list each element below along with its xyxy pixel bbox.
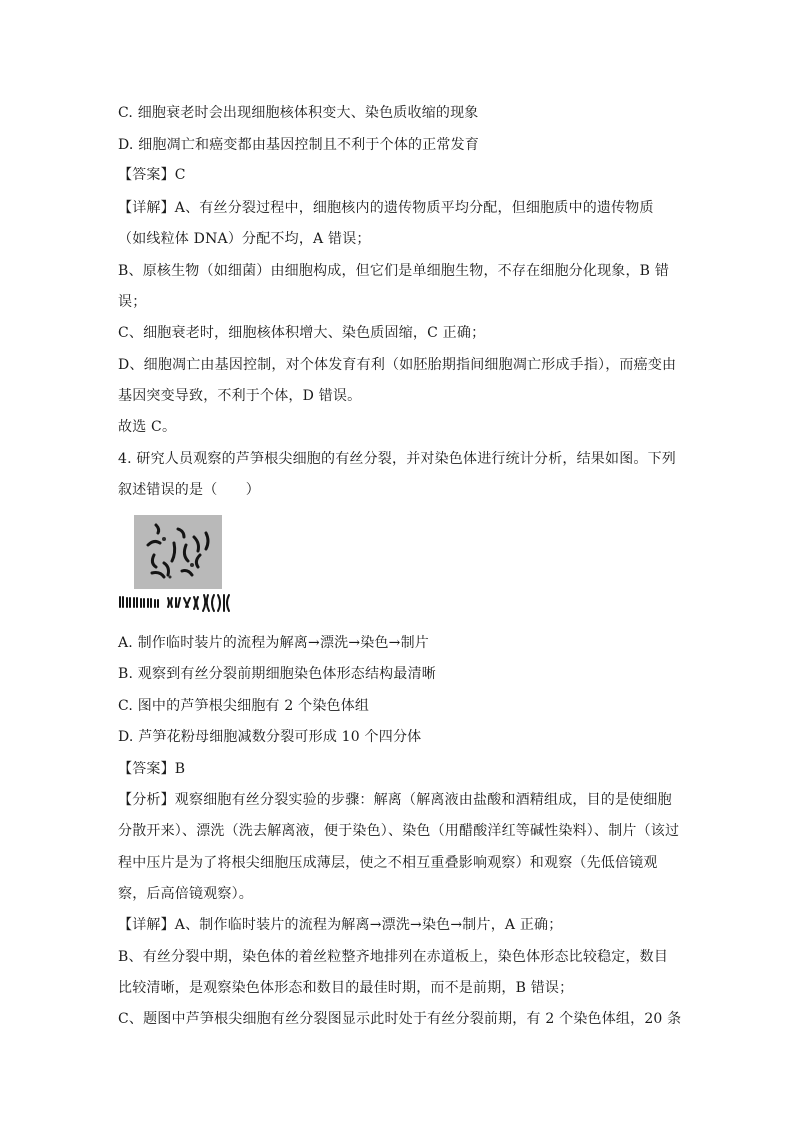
option-d: D. 芦笋花粉母细胞减数分裂可形成 10 个四分体 [118, 729, 422, 745]
chromosome-drawing [134, 515, 222, 589]
explanation-line: B、有丝分裂中期，染色体的着丝粒整齐地排列在赤道板上，染色体形态比较稳定，数目 [118, 949, 669, 965]
option-c: C. 图中的芦笋根尖细胞有 2 个染色体组 [118, 698, 370, 714]
option-d: D. 细胞凋亡和癌变都由基因控制且不利于个体的正常发育 [118, 137, 480, 153]
explanation-line: 【详解】A、制作临时装片的流程为解离→漂洗→染色→制片，A 正确； [118, 917, 563, 933]
explanation-line: 基因突变导致，不利于个体，D 错误。 [118, 388, 362, 404]
explanation-line: 比较清晰，是观察染色体形态和数目的最佳时期，而不是前期，B 错误； [118, 980, 574, 996]
explanation-line: C、题图中芦笋根尖细胞有丝分裂图显示此时处于有丝分裂前期，有 2 个染色体组，20 条 [118, 1011, 682, 1027]
explanation-line: （如线粒体 DNA）分配不均，A 错误； [118, 231, 371, 247]
analysis-line: 程中压片是为了将根尖细胞压成薄层，使之不相互重叠影响观察）和观察（先低倍镜观 [118, 855, 658, 871]
conclusion-line: 故选 C。 [118, 419, 177, 435]
analysis-line: 【分析】观察细胞有丝分裂实验的步骤：解离（解离液由盐酸和酒精组成，目的是使细胞 [118, 792, 672, 808]
question-4-stem: 4. 研究人员观察的芦笋根尖细胞的有丝分裂，并对染色体进行统计分析，结果如图。下列 [118, 451, 677, 467]
answer-label: 【答案】B [118, 761, 186, 777]
explanation-line: C、细胞衰老时，细胞核体积增大、染色质固缩，C 正确； [118, 325, 486, 341]
karyotype-strip [118, 593, 238, 613]
question-4-stem: 叙述错误的是（ ） [118, 482, 260, 498]
option-a: A. 制作临时装片的流程为解离→漂洗→染色→制片 [118, 635, 430, 651]
analysis-line: 分散开来）、漂洗（洗去解离液，便于染色）、染色（用醋酸洋红等碱性染料）、制片（该过 [118, 823, 680, 839]
option-b: B. 观察到有丝分裂前期细胞染色体形态结构最清晰 [118, 666, 436, 682]
analysis-line: 察，后高倍镜观察）。 [118, 886, 253, 902]
explanation-line: 【详解】A、有丝分裂过程中，细胞核内的遗传物质平均分配，但细胞质中的遗传物质 [118, 200, 654, 216]
answer-label: 【答案】C [118, 167, 186, 183]
chromosome-micrograph [134, 515, 222, 589]
option-c: C. 细胞衰老时会出现细胞核体积变大、染色质收缩的现象 [118, 105, 479, 121]
explanation-line: D、细胞凋亡由基因控制，对个体发育有利（如胚胎期指间细胞凋亡形成手指），而癌变由 [118, 357, 677, 373]
explanation-line: B、原核生物（如细菌）由细胞构成，但它们是单细胞生物，不存在细胞分化现象，B 错 [118, 263, 670, 279]
explanation-line: 误； [118, 294, 147, 310]
